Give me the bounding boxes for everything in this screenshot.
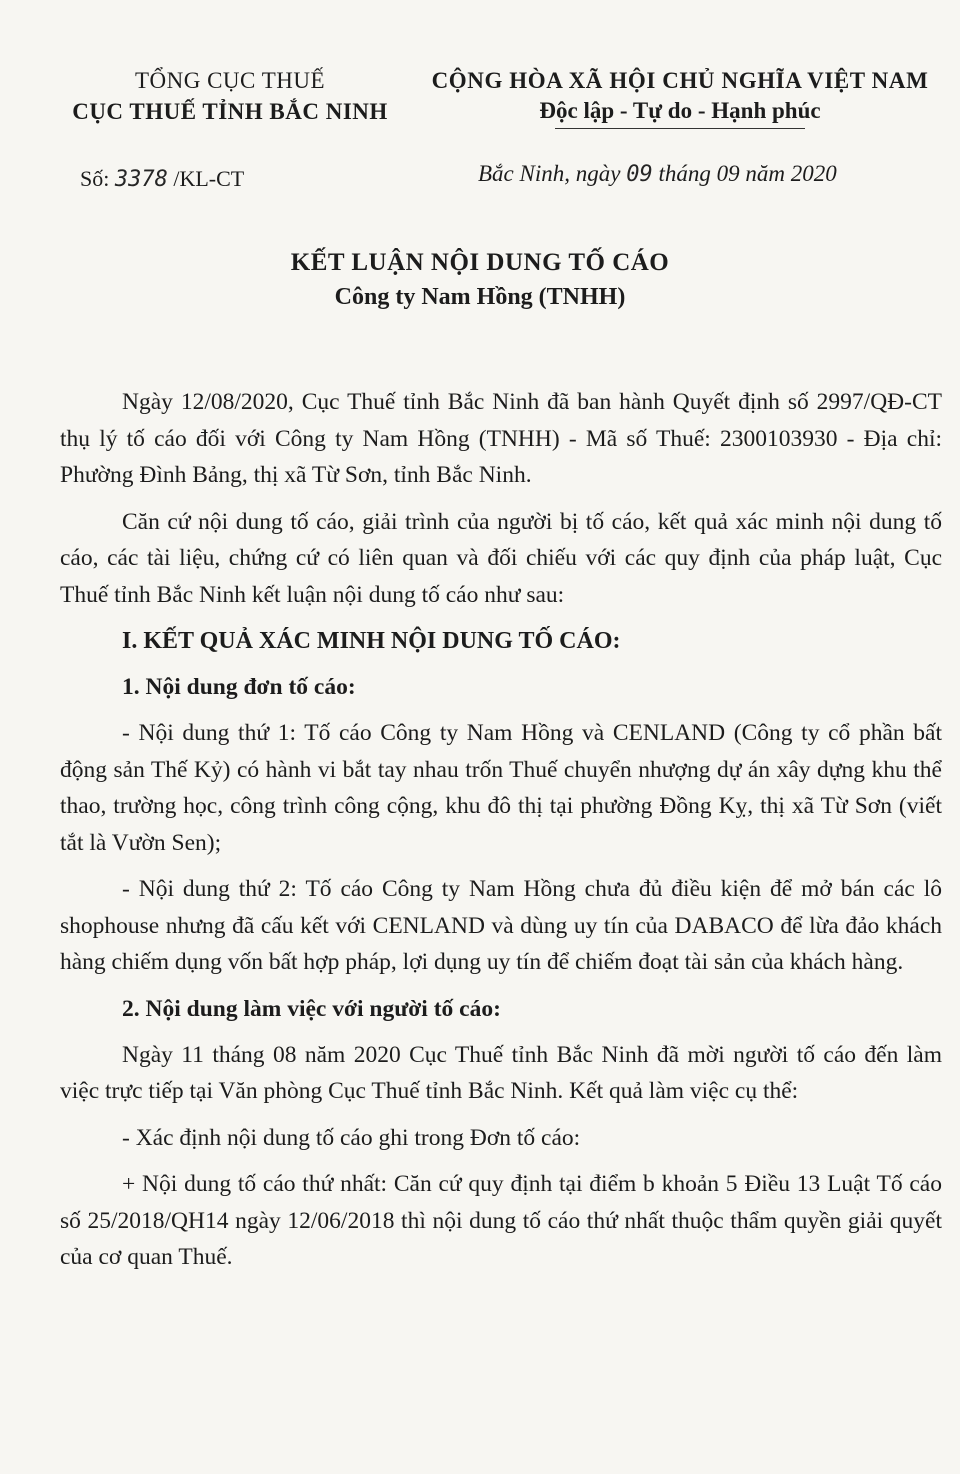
subsection-heading-1: 1. Nội dung đơn tố cáo:	[122, 674, 356, 700]
number-value: 3378	[114, 167, 168, 192]
document-title-block	[0, 246, 960, 314]
paragraph-meeting: Ngày 11 tháng 08 năm 2020 Cục Thuế tỉnh Bắc Ninh đã mời người tố cáo đến làm việc trực tiếp tại Văn phòng Cục Thuế tỉnh Bắc Ninh. Kết quả làm việc cụ thể:	[60, 1041, 942, 1104]
date-prefix: Bắc Ninh, ngày	[478, 161, 621, 186]
section-heading-1: I. KẾT QUẢ XÁC MINH NỘI DUNG TỐ CÁO:	[122, 628, 621, 654]
subsection-heading-2: 2. Nội dung làm việc với người tố cáo:	[122, 995, 501, 1022]
paragraph-intro: Ngày 12/08/2020, Cục Thuế tỉnh Bắc Ninh đã ban hành Quyết định số 2997/QĐ-CT thụ lý tố cáo đối với Công ty Nam Hồng (TNHH) - Mã số Thuế: 2300103930 - Địa chỉ: Phường Đình Bảng, thị xã Từ Sơn, tỉnh Bắc Ninh.	[60, 389, 942, 488]
nation-name: CỘNG HÒA XÃ HỘI CHỦ NGHĨA VIỆT NAM	[431, 68, 929, 93]
agency-name: CỤC THUẾ TỈNH BẮC NINH	[72, 99, 388, 124]
document-body	[60, 384, 942, 1286]
national-motto: Độc lập - Tự do - Hạnh phúc	[539, 98, 821, 123]
paragraph-complaint-1: - Nội dung thứ 1: Tố cáo Công ty Nam Hồng và CENLAND (Công ty cổ phần bất động sản Thế Kỷ) có hành vi bắt tay nhau trốn Thuế chuyển nhượng dự án xây dựng khu thể thao, trường học, công trình công cộng, khu đô thị tại phường Đồng Kỵ, thị xã Từ Sơn (viết tắt là Vườn Sen);	[60, 720, 942, 856]
number-prefix: Số:	[80, 166, 110, 191]
paragraph-first-content: + Nội dung tố cáo thứ nhất: Căn cứ quy định tại điểm b khoản 5 Điều 13 Luật Tố cáo số 25/2018/QH14 ngày 12/06/2018 thì nội dung tố cáo thứ nhất thuộc thẩm quyền giải quyết của cơ quan Thuế.	[60, 1171, 942, 1270]
agency-parent: TỔNG CỤC THUẾ	[134, 68, 326, 93]
national-heading-block	[410, 66, 950, 129]
place-and-date	[478, 158, 837, 191]
date-day: 09	[626, 162, 653, 187]
document-number	[80, 164, 244, 195]
motto-underline	[555, 128, 805, 129]
document-subtitle: Công ty Nam Hồng (TNHH)	[334, 284, 626, 310]
issuing-agency-block	[40, 66, 420, 128]
date-suffix: tháng 09 năm 2020	[658, 161, 837, 186]
number-suffix: /KL-CT	[173, 166, 245, 191]
paragraph-complaint-2: - Nội dung thứ 2: Tố cáo Công ty Nam Hồng chưa đủ điều kiện để mở bán các lô shophouse nhưng đã cấu kết với CENLAND và dùng uy tín của DABACO để lừa đảo khách hàng chiếm dụng vốn bất hợp pháp, lợi dụng uy tín để chiếm đoạt tài sản của khách hàng.	[60, 876, 942, 975]
document-header	[0, 66, 960, 216]
document-title: KẾT LUẬN NỘI DUNG TỐ CÁO	[290, 249, 670, 276]
paragraph-determination: - Xác định nội dung tố cáo ghi trong Đơn tố cáo:	[122, 1124, 581, 1151]
paragraph-basis: Căn cứ nội dung tố cáo, giải trình của người bị tố cáo, kết quả xác minh nội dung tố cáo, các tài liệu, chứng cứ có liên quan và đối chiếu với các quy định của pháp luật, Cục Thuế tỉnh Bắc Ninh kết luận nội dung tố cáo như sau:	[60, 508, 942, 608]
